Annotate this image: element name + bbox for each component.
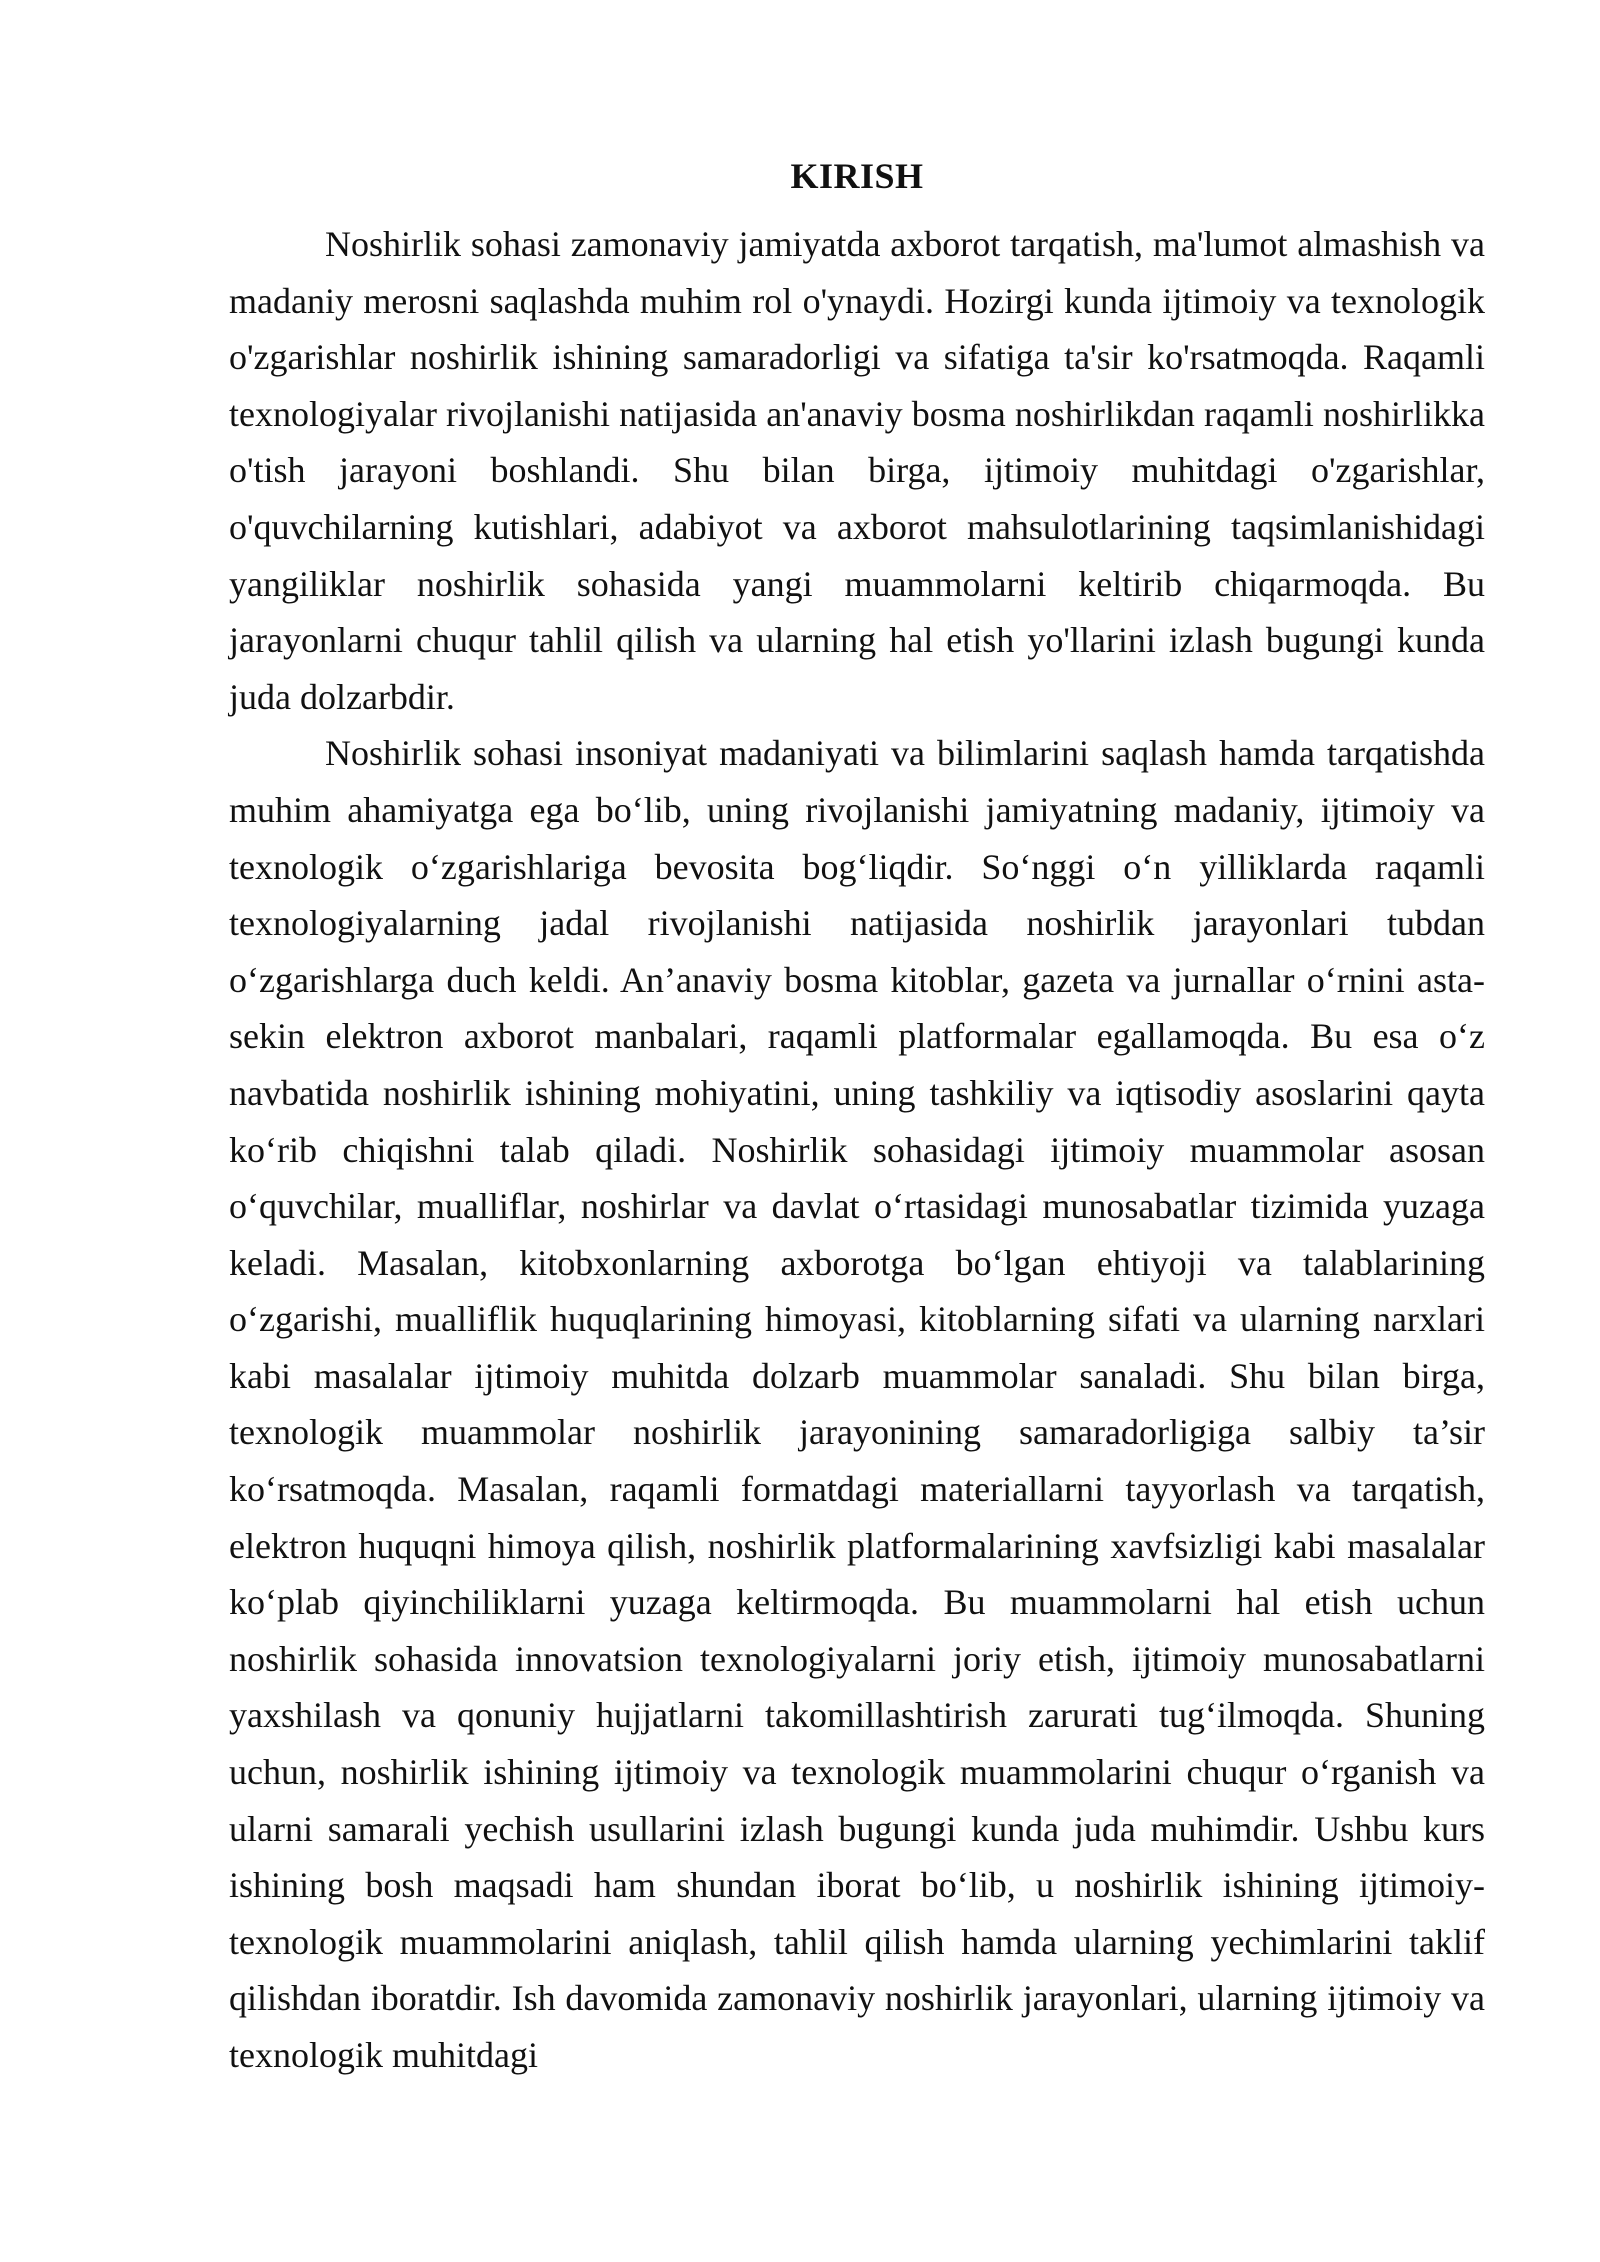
document-body — [229, 150, 1485, 2084]
page-title: KIRISH — [790, 156, 924, 196]
paragraph-2: Noshirlik sohasi insoniyat madaniyati va bilimlarini saqlash hamda tarqatishda muhim ahamiyatga ega bo‘lib, uning rivojlanishi jamiyatning madaniy, ijtimoiy va texnologik o‘zgarishlariga bevosita bog‘liqdir. So‘nggi o‘n yilliklarda raqamli texnologiyalarning jadal rivojlanishi natijasida noshirlik jarayonlari tubdan o‘zgarishlarga duch keldi. An’anaviy bosma kitoblar, gazeta va jurnallar o‘rnini asta-sekin elektron axborot manbalari, raqamli platformalar egallamoqda. Bu esa o‘z navbatida noshirlik ishining mohiyatini, uning tashkiliy va iqtisodiy asoslarini qayta ko‘rib chiqishni talab qiladi. Noshirlik sohasidagi ijtimoiy muammolar asosan o‘quvchilar, mualliflar, noshirlar va davlat o‘rtasidagi munosabatlar tizimida yuzaga keladi. Masalan, kitobxonlarning axborotga bo‘lgan ehtiyoji va talablarining o‘zgarishi, mualliflik huquqlarining himoyasi, kitoblarning sifati va ularning narxlari kabi masalalar ijtimoiy muhitda dolzarb muammolar sanaladi. Shu bilan birga, texnologik muammolar noshirlik jarayonining samaradorligiga salbiy ta’sir ko‘rsatmoqda. Masalan, raqamli formatdagi materiallarni tayyorlash va tarqatish, elektron huquqni himoya qilish, noshirlik platformalarining xavfsizligi kabi masalalar ko‘plab qiyinchiliklarni yuzaga keltirmoqda. Bu muammolarni hal etish uchun noshirlik sohasida innovatsion texnologiyalarni joriy etish, ijtimoiy munosabatlarni yaxshilash va qonuniy hujjatlarni takomillashtirish zarurati tug‘ilmoqda. Shuning uchun, noshirlik ishining ijtimoiy va texnologik muammolarini chuqur o‘rganish va ularni samarali yechish usullarini izlash bugungi kunda juda muhimdir. Ushbu kurs ishining bosh maqsadi ham shundan iborat bo‘lib, u noshirlik ishining ijtimoiy-texnologik muammolarini aniqlash, tahlil qilish hamda ularning yechimlarini taklif qilishdan iboratdir. Ish davomida zamonaviy noshirlik jarayonlari, ularning ijtimoiy va texnologik muhitdagi — [229, 733, 1485, 2075]
paragraph-1: Noshirlik sohasi zamonaviy jamiyatda axborot tarqatish, ma'lumot almashish va madaniy merosni saqlashda muhim rol o'ynaydi. Hozirgi kunda ijtimoiy va texnologik o'zgarishlar noshirlik ishining samaradorligi va sifatiga ta'sir ko'rsatmoqda. Raqamli texnologiyalar rivojlanishi natijasida an'anaviy bosma noshirlikdan raqamli noshirlikka o'tish jarayoni boshlandi. Shu bilan birga, ijtimoiy muhitdagi o'zgarishlar, o'quvchilarning kutishlari, adabiyot va axborot mahsulotlarining taqsimlanishidagi yangiliklar noshirlik sohasida yangi muammolarni keltirib chiqarmoqda. Bu jarayonlarni chuqur tahlil qilish va ularning hal etish yo'llarini izlash bugungi kunda juda dolzarbdir. — [229, 224, 1485, 717]
